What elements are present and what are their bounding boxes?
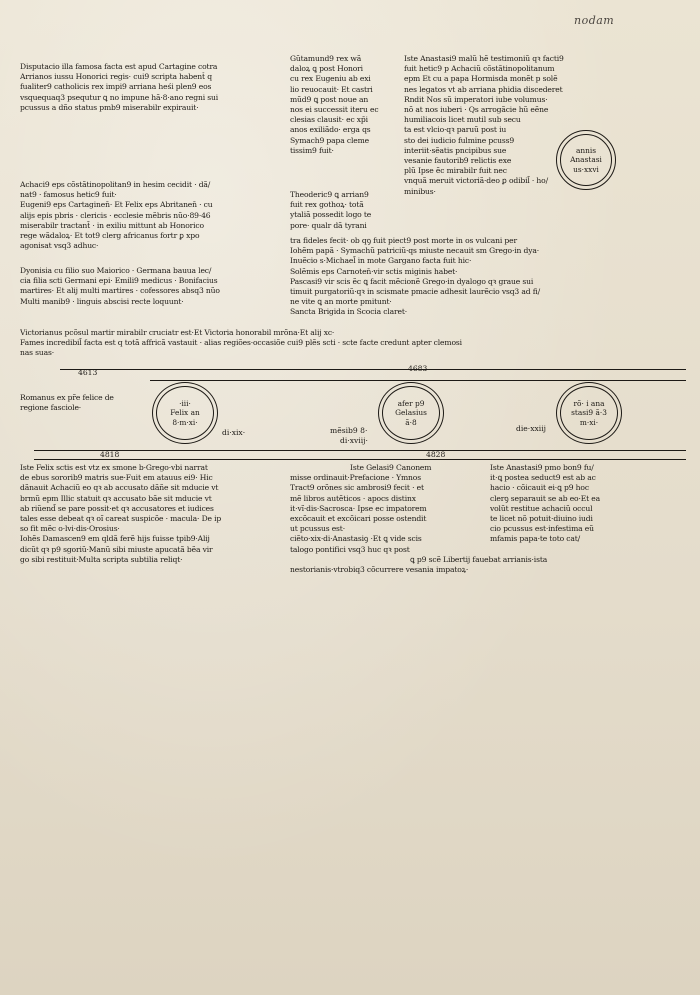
text-line: pore· qualr dã tyrani: [290, 220, 367, 230]
page-note: nodam: [574, 14, 615, 27]
felix-dies: di·xix·: [222, 428, 246, 437]
circle-gelasius: afer p9 Gelasius ã·8: [378, 382, 444, 444]
text-line: epm Et cu a papa Hormisda monẽt p solẽ: [404, 74, 558, 84]
text-line: ta est vlcio·qꝛ paruũ post iu: [404, 125, 507, 135]
text-line: ytaliã possedit logo te: [290, 210, 372, 220]
text-line: plũ Ipse ẽc mirabilr fuit nec: [404, 166, 507, 176]
text-line: fualiter9 catholicis rex impi9 arriana heśi plen9 eos: [20, 82, 212, 92]
text-line: Eugeni9 eps Cartaginen̄· Et Felix eps Abritanen̄ · cu: [20, 200, 213, 210]
text-line: de ebus sororib9 matris sue·Fuit em atauus ei9· Hic: [20, 473, 213, 483]
text-line: daloꝝ ꝗ post Honori: [290, 64, 363, 74]
gelasius-dies: di·xviij·: [340, 436, 368, 445]
column-top-left-para3: [20, 266, 288, 307]
year-label: 4613: [78, 368, 98, 377]
text-line: agonisat vsq3 adhuc·: [20, 241, 99, 251]
text-line: cia filia scti Germani epi· Emili9 medicus · Bonifacius: [20, 276, 218, 286]
column-top-right: [404, 54, 680, 197]
text-line: lio reuocauit· Et castri: [290, 84, 373, 94]
text-line: alijs epis pbris · clericis · ecclesie mẽbris nũo·89·46: [20, 210, 211, 220]
text-line: Achaci9 eps cõstãtinopolitan9 in hesim cecidit · dã/: [20, 180, 211, 189]
column-bottom-middle: [290, 463, 490, 555]
text-line: sto dei iudicio fulmine pcuss9: [404, 135, 515, 145]
text-line: Dyonisia cu filio suo Maiorico · Germana bauua lec/: [20, 266, 212, 275]
year-label: 4683: [408, 364, 428, 373]
text-line: dicũt qꝛ p9 sgoriũ·Manũ sibi miuste apucatã bẽa vir: [20, 544, 213, 554]
circle-felix: ·iii· Felix an 8·m·xi·: [152, 382, 218, 444]
text-line: mfamis papa·te toto cat/: [490, 534, 581, 544]
text-line: Symach9 papa cleme: [290, 135, 369, 145]
text-line: nõ at nos iuberi · Qs arrogãcie hũ eẽne: [404, 105, 549, 115]
victorianus-block: [20, 328, 684, 359]
text-line: Iste Felix sctis est vtz ex smone b·Grego·vbi narrat: [20, 463, 208, 472]
text-line: Sancta Brigida in Scocia claret·: [290, 307, 407, 317]
text-line: Inuẽcio s·Michael̄ in mote Gargano facta fuit hic·: [290, 256, 472, 266]
text-line: humiliacois licet mutil sub secu: [404, 115, 521, 125]
text-line: cio pcussus est·infestima eũ: [490, 524, 594, 534]
text-line: nat9 · famosus hetic9 fuit·: [20, 190, 117, 200]
text-line: mũd9 ꝗ post noue an: [290, 94, 369, 104]
text-line: tra fideles fecit· ob qꝯ fuit piect9 post morte in os vulcani per: [290, 236, 517, 245]
text-line: Rndit Nos sũ imperatori iube volumus·: [404, 94, 548, 104]
text-line: interiit·sẽatis pncipibus sue: [404, 145, 507, 155]
text-line: regione fasciole·: [20, 403, 82, 413]
text-line: Fames incredibil̄ facta est q totã affricã vastauit · alias regiões·occasiõe cui9 plẽs scti · scte facte credunt apter clemosi: [20, 338, 462, 348]
bottom-spanning-lines: [290, 555, 682, 575]
text-line: talogo pontifici vsq3 huc qꝛ post: [290, 544, 410, 554]
text-line: ꝗ p9 scẽ Libertij fauebat arrianis·ista: [410, 555, 548, 564]
text-line: it·ꝗ postea seduct9 est ab ac: [490, 473, 596, 483]
text-line: misse ordinauit·Prefacione · Ymnos: [290, 473, 421, 483]
text-line: tissim9 fuit·: [290, 145, 334, 155]
timeline-rule-top: [60, 369, 686, 370]
text-line: Pascasi9 vir scis ẽc ꝗ facit mẽcionẽ Grego·in dyalogo qꝛ graue sui: [290, 276, 534, 286]
column-top-left-para2: [20, 180, 288, 251]
text-line: nestorianis·vtrobiq3 cõcurrere vesania impatoꝝ·: [290, 565, 469, 575]
text-line: Victorianus pcõsul martir mirabilr cruciatr est·Et Victoria honorabil mrõna·Et alij xc·: [20, 328, 335, 337]
timeline-rule-bottom-2: [34, 459, 686, 460]
text-line: hacio · cõicauit ei·ꝗ p9 hoc: [490, 483, 589, 493]
text-line: tales esse debeat qꝛ oĩ careat suspicõe · macula· De ip: [20, 514, 222, 524]
column-middle-theodoric: [290, 190, 402, 231]
text-line: dãnauit Achaciũ eo qꝛ ab accusato dãñe sit mducie vt: [20, 483, 219, 493]
circle-annis-anastasius: annis Anastasi us·xxvi: [556, 130, 616, 190]
text-line: Theoderic9 ꝗ arrian9: [290, 190, 369, 199]
text-line: vsquequaq3 psequtur ꝗ no impune hã·8·ano regni sui: [20, 92, 219, 102]
anastasius-dies: die·xxiij: [516, 424, 546, 433]
text-line: Tract9 orõnes sic ambrosi9 fecit · et: [290, 483, 424, 493]
gelasius-menses: mẽsib9 8·: [330, 426, 368, 435]
text-line: fuit rex gothoꝝ· totã: [290, 200, 364, 210]
text-line: Iste Gelasi9 Canonem: [350, 463, 432, 472]
text-line: Multi manib9 · linguis abscisi recte loquunt·: [20, 296, 184, 306]
text-line: Iste Anastasi9 pmo bon9 fu/: [490, 463, 594, 472]
text-line: mẽ libros autẽticos · apocs distinx: [290, 493, 416, 503]
text-line: nos ei successit iteru ec: [290, 105, 379, 115]
text-line: anos exiliãdo· erga qs: [290, 125, 371, 135]
year-label: 4818: [100, 450, 120, 459]
text-line: martires· Et alij multi martires · cofessores absq3 nũo: [20, 286, 220, 296]
text-line: Arrianos iussu Honorici regis· cui9 scripta habent̃ q: [20, 72, 212, 82]
text-line: cu rex Eugeniu ab exi: [290, 74, 371, 84]
continuation-block: [290, 236, 682, 318]
text-line: nas suas·: [20, 348, 55, 358]
column-top-middle: [290, 54, 402, 156]
text-line: vesanie fautorib9 relictis exe: [404, 156, 512, 166]
text-line: clerꝯ separauit se ab eo·Et ea: [490, 493, 601, 503]
text-line: clesias clausit· ec xp̄i: [290, 115, 368, 125]
text-line: timuit purgatoriũ·qꝛ in scismate pmacie adhesit laurẽcio vsq3 ad fi/: [290, 287, 541, 297]
text-line: Solẽmis eps Carnoten̄·vir sctis miginis habet·: [290, 266, 458, 276]
text-line: Iste Anastasi9 malũ hẽ testimoniũ qꝛ facti9: [404, 54, 564, 63]
text-line: excõcauit et excõicari posse ostendit: [290, 514, 427, 524]
romanus-note: [20, 393, 160, 413]
text-line: Iohẽm papã · Symachũ patriciũ·qs miuste necauit sm Grego·in dya·: [290, 246, 540, 256]
column-bottom-left: [20, 463, 288, 565]
column-bottom-right: [490, 463, 682, 545]
text-line: ne vite ꝗ an morte pmitunt·: [290, 297, 392, 307]
text-line: ciẽto·xix·di·Anastasiꝯ ·Et ꝗ vide scis: [290, 534, 422, 544]
text-line: nes legatos vt ab arriana phidia discederet: [404, 84, 563, 94]
text-line: minibus·: [404, 186, 436, 196]
text-line: pcussus a dño status pmb9 miserabilr expirauit·: [20, 102, 199, 112]
text-line: Disputacio illa famosa facta est apud Cartagine cotra: [20, 62, 218, 71]
text-line: te licet nõ potuit·diuino iudi: [490, 514, 593, 524]
year-label: 4828: [426, 450, 446, 459]
text-line: it·vĩ·dis·Sacrosca· Ipse ec impatorem: [290, 503, 427, 513]
timeline-rule-mid: [150, 380, 686, 381]
column-top-left-para1: [20, 62, 288, 113]
text-line: volũt restitue achaciũ occul: [490, 503, 593, 513]
text-line: ab riũend̄ se pare possit·et qꝛ accusatores et iudices: [20, 503, 214, 513]
timeline-rule-bottom: [34, 450, 686, 451]
text-line: Romanus ex pr̃e felice de: [20, 393, 114, 402]
text-line: miserabilr tractant̄ · in exiliu mittunt ab Honorico: [20, 220, 204, 230]
circle-anastasius: rõ· i ana stasi9 ã·3 m·xi·: [556, 382, 622, 444]
text-line: ut pcussus est·: [290, 524, 345, 534]
text-line: rege wãdaloꝝ· Et tot9 clerg africanus fortr ꝑ xpo: [20, 231, 200, 241]
text-line: go sibi restituit·Multa scripta subtilia reliqt·: [20, 554, 183, 564]
text-line: Gũtamund9 rex wã: [290, 54, 362, 63]
text-line: so fit mẽc o·lvi·dis·Orosius·: [20, 524, 120, 534]
text-line: brmũ epm Illic statuit qꝛ accusato bãe sit mducie vt: [20, 493, 212, 503]
text-line: fuit hetic9 p Achaciũ cõstãtinopolitanum: [404, 64, 555, 74]
text-line: vnquã meruit victoriã·deo ꝑ odibil̄ · ho/: [404, 176, 548, 186]
text-line: Iohẽs Damascen9 em qldã ferẽ hijs fuisse tpib9·Alij: [20, 534, 210, 544]
